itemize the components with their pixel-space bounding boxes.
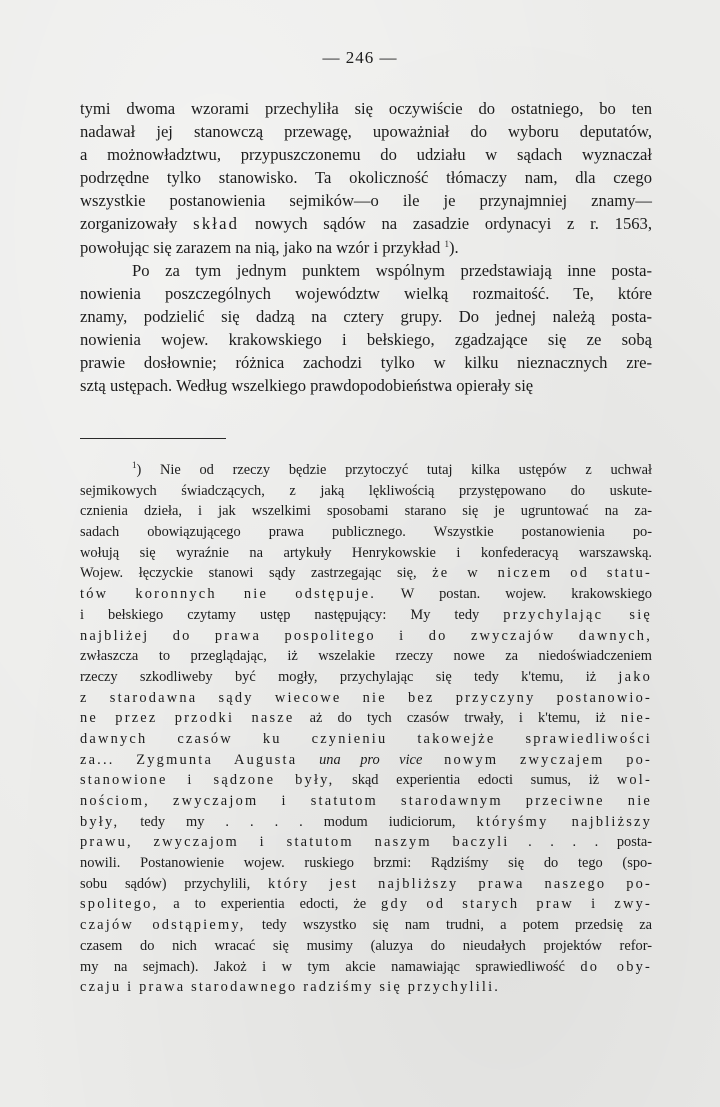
text-segment: tedy my . . . . modum iudiciorum,	[119, 813, 477, 830]
text-segment: nowienia poszczególnych województw wielką rozmaitość. Te, które	[80, 283, 652, 303]
footnote-text	[80, 460, 652, 998]
text-segment: nościom, zwyczajom i statutom starodawnym przeciwne nie	[80, 793, 652, 809]
text-segment: przychylając się	[503, 606, 652, 623]
footnote-line	[80, 460, 652, 481]
footnote-separator	[80, 438, 226, 439]
footnote-line	[80, 522, 652, 543]
footnote-line	[80, 812, 652, 833]
text-segment: spolitego,	[80, 896, 159, 913]
footnote-line	[80, 626, 652, 647]
text-segment: za... Zygmunta Augusta	[80, 751, 320, 768]
footnote-line	[80, 688, 652, 709]
text-segment: sadach obowiązującego prawa publicznego. Wszystkie postanowienia po-	[80, 524, 652, 541]
text-segment: z starodawna sądy wiecowe nie bez przyczyny postanowio-	[80, 689, 652, 706]
text-line	[80, 143, 652, 166]
text-segment: sobu sądów) przychylili,	[80, 875, 268, 892]
text-segment: skąd experientia edocti sumus, iż	[334, 772, 617, 789]
text-segment: i bełskiego czytamy ustęp następujący: My tedy	[80, 606, 504, 623]
text-line	[80, 120, 652, 143]
text-segment: dawnych czasów ku czynieniu takowejże sprawiedliwości	[80, 730, 652, 747]
text-line	[80, 259, 652, 282]
footnote-line	[80, 667, 652, 688]
text-segment: cznienia dzieła, i jak wszelkimi sposobami starano się je ugruntować na za-	[80, 503, 652, 520]
text-segment: ).	[448, 237, 459, 257]
text-segment: nie-	[620, 710, 653, 727]
text-segment: ne przez przodki nasze	[80, 710, 295, 727]
text-line	[80, 189, 652, 212]
text-segment: powołując się zarazem na nią, jako na wzór i przykład	[80, 237, 445, 257]
text-line	[80, 282, 652, 305]
text-segment: zorganizowały	[80, 214, 194, 234]
text-segment: nadawał jej stanowczą przewagę, upoważniał do wyboru deputatów,	[80, 122, 652, 142]
text-segment: czaju i prawa starodawnego radziśmy się przychylili.	[80, 979, 501, 996]
text-segment: któryśmy najbliższy	[476, 813, 653, 830]
text-segment: stanowione i sądzone były,	[80, 772, 335, 789]
text-segment: który jest najbliższy prawa naszego po-	[267, 875, 652, 892]
text-segment: zwłaszcza to przeglądając, iż wszelakie rzeczy nowe za niedoświadczeniem	[80, 648, 652, 665]
footnote-line	[80, 481, 652, 502]
text-segment: aż do tych czasów trwały, i k'temu, iż	[294, 710, 621, 727]
text-segment: jako	[618, 668, 652, 685]
text-line	[80, 166, 652, 189]
page-number: — 246 —	[322, 48, 398, 67]
text-segment: były,	[80, 813, 120, 830]
text-segment: tymi dwoma wzorami przechyliła się oczywiście do ostatniego, bo ten	[80, 99, 652, 118]
text-segment: wol-	[616, 772, 652, 789]
text-segment: a to experientia edocti, że	[158, 896, 382, 913]
footnote-line	[80, 543, 652, 564]
text-line	[80, 212, 652, 235]
text-line	[80, 236, 652, 259]
footnote-line	[80, 708, 652, 729]
footnote-line	[80, 791, 652, 812]
footnote-line	[80, 957, 652, 978]
text-segment: Po za tym jednym punktem wspólnym przedstawiają inne posta-	[132, 260, 652, 280]
text-segment: znamy, podzielić się dadzą na cztery grupy. Do jednej należą posta-	[80, 306, 652, 326]
text-segment: prawie dosłownie; różnica zachodzi tylko w kilku nieznacznych zre-	[80, 353, 652, 373]
text-segment: że w niczem od statu-	[432, 565, 653, 582]
text-segment: nowym zwyczajem po-	[422, 751, 652, 768]
footnote-line	[80, 501, 652, 522]
footnote-line	[80, 646, 652, 667]
text-segment: a możnowładztwu, przypuszczonemu do udziału w sądach wyznaczał	[80, 145, 652, 165]
text-segment: my na sejmach). Jakoż i w tym akcie namawiając sprawiedliwość	[80, 958, 581, 975]
footnote-line	[80, 874, 652, 895]
footnote-line	[80, 729, 652, 750]
text-segment: W postan. wojew. krakowskiego	[376, 586, 652, 603]
text-segment: nowych sądów na zasadzie ordynacyi z r. 1563,	[239, 214, 652, 234]
footnote-line	[80, 915, 652, 936]
text-segment: sztą ustępach. Według wszelkiego prawdopodobieństwa opierały się	[80, 376, 534, 396]
footnote-line	[80, 853, 652, 874]
text-line	[80, 305, 652, 328]
text-segment: . . . . posta-	[509, 834, 652, 851]
footnote-marker: 1	[132, 460, 137, 470]
text-segment: podrzędne tylko stanowisko. Ta okoliczność tłómaczy nam, dla czego	[80, 168, 652, 188]
text-segment: tedy wszystko się nam trudni, a potem przedsię za	[245, 917, 652, 934]
footnote-line	[80, 750, 652, 771]
text-segment: najbliżej do prawa pospolitego i do zwyczajów dawnych,	[80, 627, 652, 644]
text-segment: una pro vice	[319, 751, 423, 768]
text-segment: prawu, zwyczajom i statutom naszym baczyli	[80, 834, 510, 851]
footnote-line	[80, 563, 652, 584]
footnote-line	[80, 894, 652, 915]
footnote-line	[80, 936, 652, 957]
text-segment: wszystkie postanowienia sejmików—o ile je przynajmniej znamy—	[80, 191, 652, 211]
text-segment: wołują się wyraźnie na artykuły Henrykowskie i konfederacyą warszawską.	[80, 544, 652, 561]
text-segment: czasem do nich wracać się musimy (aluzya do nieudałych projektów refor-	[80, 937, 652, 954]
footnote-line	[80, 584, 652, 605]
text-line	[80, 328, 652, 351]
text-segment: czajów odstąpiemy,	[80, 917, 246, 934]
text-segment: nowili. Postanowienie wojew. ruskiego brzmi: Rądziśmy się do tego (spo-	[80, 855, 652, 872]
text-segment: skład	[193, 214, 240, 234]
footnote-line	[80, 770, 652, 791]
text-segment: sejmikowych świadczących, z jaką lękliwością przystępowano do uskute-	[80, 482, 652, 499]
text-line	[80, 351, 652, 374]
text-line	[80, 374, 652, 397]
main-text	[80, 97, 652, 397]
text-segment: nowienia wojew. krakowskiego i bełskiego, zgadzające się ze sobą	[80, 329, 652, 349]
text-segment: ) Nie od rzeczy będzie przytoczyć tutaj kilka ustępów z uchwał	[136, 462, 652, 478]
text-segment: do oby-	[580, 958, 652, 975]
text-segment: Wojew. łęczyckie stanowi sądy zastrzegając się,	[80, 565, 433, 582]
footnote-line	[80, 605, 652, 626]
text-line	[80, 97, 652, 120]
footnote-line	[80, 977, 652, 998]
text-segment: rzeczy szkodliweby być mogły, przychylając się tedy k'temu, iż	[80, 668, 619, 685]
footnote-line	[80, 832, 652, 853]
text-segment: tów koronnych nie odstępuje.	[80, 586, 377, 603]
text-segment: gdy od starych praw i zwy-	[381, 896, 652, 913]
footnote-marker: 1	[444, 238, 449, 249]
